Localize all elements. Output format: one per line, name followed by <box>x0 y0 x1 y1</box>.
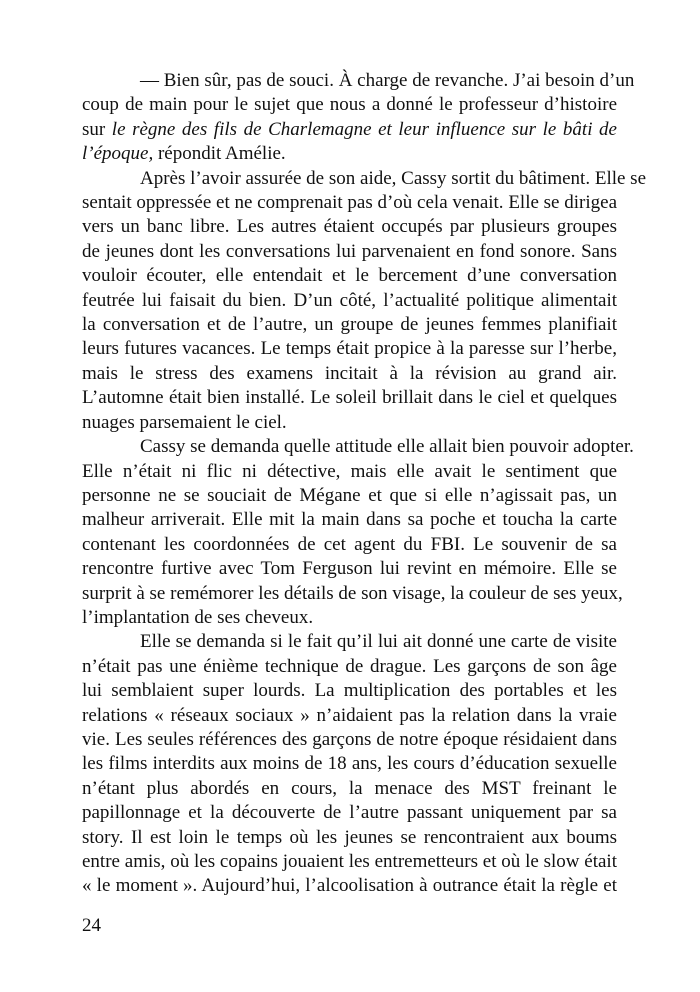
text-line <box>82 777 617 801</box>
text-line <box>82 679 617 703</box>
text-line <box>82 411 617 435</box>
text-line <box>82 874 617 898</box>
text-segment: L’automne était bien installé. Le soleil brillait dans le ciel et quelques <box>82 387 617 409</box>
text-line <box>82 484 617 508</box>
text-line <box>82 337 617 361</box>
text-segment: leurs futures vacances. Le temps était propice à la paresse sur l’herbe, <box>82 338 617 360</box>
text-segment: lui semblaient super lourds. La multiplication des portables et les <box>82 680 617 702</box>
text-segment: n’était pas une énième technique de drague. Les garçons de son âge <box>82 655 617 677</box>
text-line <box>82 533 617 557</box>
text-line <box>82 191 617 215</box>
text-line <box>82 460 617 484</box>
text-line <box>82 362 617 386</box>
text-line <box>82 582 623 606</box>
text-segment: vers un banc libre. Les autres étaient occupés par plusieurs groupes <box>82 216 617 238</box>
paragraph <box>82 630 617 898</box>
text-segment: rencontre furtive avec Tom Ferguson lui revint en mémoire. Elle se <box>82 558 617 580</box>
text-segment: n’étant plus abordés en cours, la menace des MST freinant le <box>82 777 617 799</box>
text-line <box>82 93 617 117</box>
text-line <box>82 508 617 532</box>
text-segment: contenant les coordonnées de cet agent du FBI. Le souvenir de sa <box>82 533 617 555</box>
text-line <box>82 264 617 288</box>
text-segment: Après l’avoir assurée de son aide, Cassy sortit du bâtiment. Elle se <box>140 167 647 189</box>
text-line <box>82 655 617 679</box>
text-segment: sur <box>82 118 112 140</box>
text-segment: la conversation et de l’autre, un groupe de jeunes femmes planifiait <box>82 314 617 336</box>
text-line <box>82 752 617 776</box>
text-segment: — Bien sûr, pas de souci. À charge de revanche. J’ai besoin d’un <box>140 70 635 91</box>
text-segment: nuages parsemaient le ciel. <box>82 411 287 433</box>
text-line <box>82 215 617 239</box>
text-segment: vie. Les seules références des garçons de notre époque résidaient dans <box>82 728 617 750</box>
text-line <box>82 728 617 752</box>
text-line <box>82 289 617 313</box>
text-segment: personne ne se souciait de Mégane et que si elle n’agissait pas, un <box>82 484 617 506</box>
paragraph <box>82 167 647 435</box>
text-line <box>82 313 617 337</box>
text-line <box>82 801 617 825</box>
text-line <box>82 704 617 728</box>
text-line <box>82 69 635 93</box>
text-segment: mais le stress des examens incitait à la révision au grand air. <box>82 362 617 384</box>
page-number: 24 <box>82 915 101 936</box>
text-line <box>82 386 617 410</box>
text-segment: story. Il est loin le temps où les jeunes se rencontraient aux boums <box>82 826 617 848</box>
text-line <box>82 606 617 630</box>
paragraph <box>82 69 635 167</box>
text-segment: coup de main pour le sujet que nous a donné le professeur d’histoire <box>82 94 617 116</box>
text-line <box>82 240 617 264</box>
text-line <box>82 142 617 166</box>
text-segment: sentait oppressée et ne comprenait pas d’où cela venait. Elle se dirigea <box>82 192 617 214</box>
text-segment: « le moment ». Aujourd’hui, l’alcoolisation à outrance était la règle et <box>82 875 617 897</box>
italic-text: l’époque, <box>82 143 154 165</box>
body-text <box>82 69 647 899</box>
text-segment: de jeunes dont les conversations lui parvenaient en fond sonore. Sans <box>82 240 617 262</box>
text-line <box>82 435 634 459</box>
text-line <box>82 118 617 142</box>
italic-text: le règne des fils de Charlemagne et leur influence sur le bâti de <box>111 118 617 140</box>
text-line <box>82 557 617 581</box>
text-segment: papillonnage et la découverte de l’autre passant uniquement par sa <box>82 802 617 824</box>
text-segment: surprit à se remémorer les détails de son visage, la couleur de ses yeux, <box>82 582 623 604</box>
text-line <box>82 630 617 654</box>
text-segment: entre amis, où les copains jouaient les entremetteurs et où le slow était <box>82 851 617 872</box>
text-segment: relations « réseaux sociaux » n’aidaient pas la relation dans la vraie <box>82 704 617 726</box>
text-line <box>82 826 617 850</box>
text-segment: Elle se demanda si le fait qu’il lui ait donné une carte de visite <box>140 631 617 653</box>
text-segment: malheur arriverait. Elle mit la main dans sa poche et toucha la carte <box>82 509 617 531</box>
text-segment: feutrée lui faisait du bien. D’un côté, l’actualité politique alimentait <box>82 289 617 311</box>
text-segment: répondit Amélie. <box>153 143 286 165</box>
text-segment: Cassy se demanda quelle attitude elle allait bien pouvoir adopter. <box>140 436 634 458</box>
text-segment: les films interdits aux moins de 18 ans, les cours d’éducation sexuelle <box>82 753 617 775</box>
text-segment: vouloir écouter, elle entendait et le bercement d’une conversation <box>82 265 617 287</box>
text-line <box>82 850 617 874</box>
text-segment: Elle n’était ni flic ni détective, mais elle avait le sentiment que <box>82 460 617 482</box>
text-line <box>82 167 647 191</box>
text-segment: l’implantation de ses cheveux. <box>82 606 314 628</box>
paragraph <box>82 435 634 630</box>
